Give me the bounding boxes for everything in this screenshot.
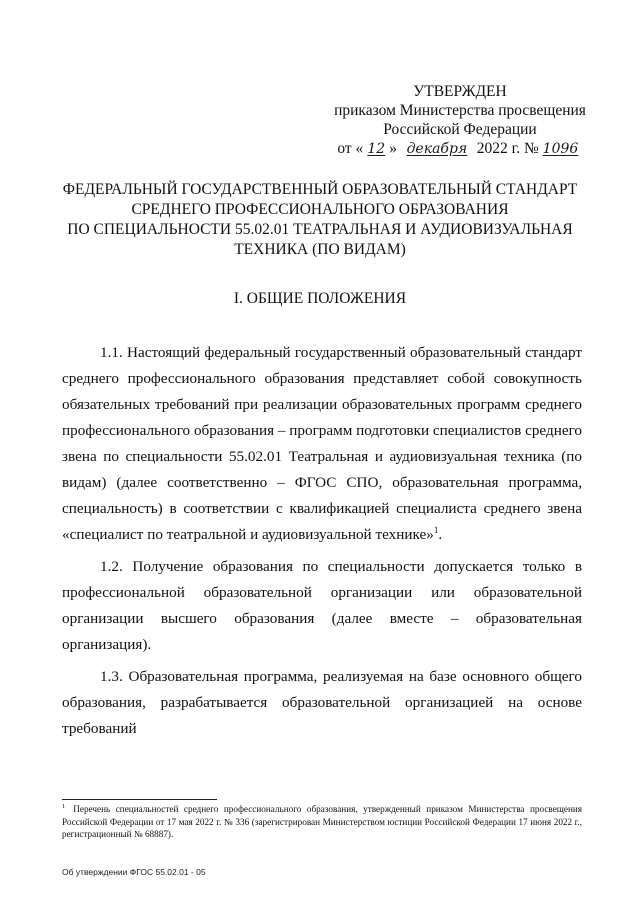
title-line-3: ПО СПЕЦИАЛЬНОСТИ 55.02.01 ТЕАТРАЛЬНАЯ И АУДИОВИЗУАЛЬНАЯ: [67, 221, 573, 238]
paragraph-1-3: 1.3. Образовательная программа, реализуемая на базе основного общего образования, разрабатывается образовательной организацией на основе требований: [62, 668, 582, 737]
approval-ministry-line: Российской Федерации: [383, 121, 537, 138]
title-line-2: СРЕДНЕГО ПРОФЕССИОНАЛЬНОГО ОБРАЗОВАНИЯ: [131, 201, 509, 218]
paragraph-1-1-end: .: [438, 526, 443, 543]
section-heading: I. ОБЩИЕ ПОЛОЖЕНИЯ: [233, 290, 407, 307]
handwritten-month: декабря: [406, 141, 468, 157]
footnote-text: Перечень специальностей среднего профессионального образования, утвержденный приказом Министерства просвещения Российской Федерации от 17 мая 2022 г. № 336 (зарегистрирован Министерством юстиции Российской Федерации 17 июня 2022 г., регистрационный № 68887).: [62, 804, 582, 839]
title-line-4: ТЕХНИКА (ПО ВИДАМ): [234, 241, 406, 258]
paragraph-1-1: [62, 340, 582, 548]
handwritten-day: 12: [367, 141, 386, 157]
document-title: [55, 180, 585, 260]
paragraph-1-2: 1.2. Получение образования по специальности допускается только в профессиональной образовательной организации или образовательной организации высшего образования (далее вместе – образовательная организация).: [62, 558, 582, 653]
body-text: [62, 340, 582, 748]
date-prefix: от «: [337, 140, 364, 157]
title-line-1: ФЕДЕРАЛЬНЫЙ ГОСУДАРСТВЕННЫЙ ОБРАЗОВАТЕЛЬНЫЙ СТАНДАРТ: [62, 181, 578, 198]
date-year: 2022 г. №: [476, 140, 539, 157]
footnote-marker: 1: [62, 802, 66, 810]
approval-heading: УТВЕРЖДЕН: [413, 83, 507, 100]
footnote-ref: 1: [433, 524, 439, 535]
approval-order-line: приказом Министерства просвещения: [334, 102, 586, 119]
footnote-divider: [62, 799, 217, 800]
document-reference: Об утверждении ФГОС 55.02.01 - 05: [62, 867, 206, 877]
paragraph-1-1-text: 1.1. Настоящий федеральный государственный образовательный стандарт среднего профессионального образования представляет собой совокупность обязательных требований при реализации образовательных программ среднего профессионального образования – программ подготовки специалистов среднего звена по специальности 55.02.01 Театральная и аудиовизуальная техника (по видам) (далее соответственно – ФГОС СПО, образовательная программа, специальность) в соответствии с квалификацией специалиста среднего звена «специалист по театральной и аудиовизуальной технике»: [62, 344, 583, 543]
approval-block: [330, 82, 590, 159]
footnote: [62, 803, 582, 841]
handwritten-order-number: 1096: [542, 141, 579, 157]
date-quote-close: »: [389, 140, 398, 157]
approval-date-line: [330, 139, 590, 159]
